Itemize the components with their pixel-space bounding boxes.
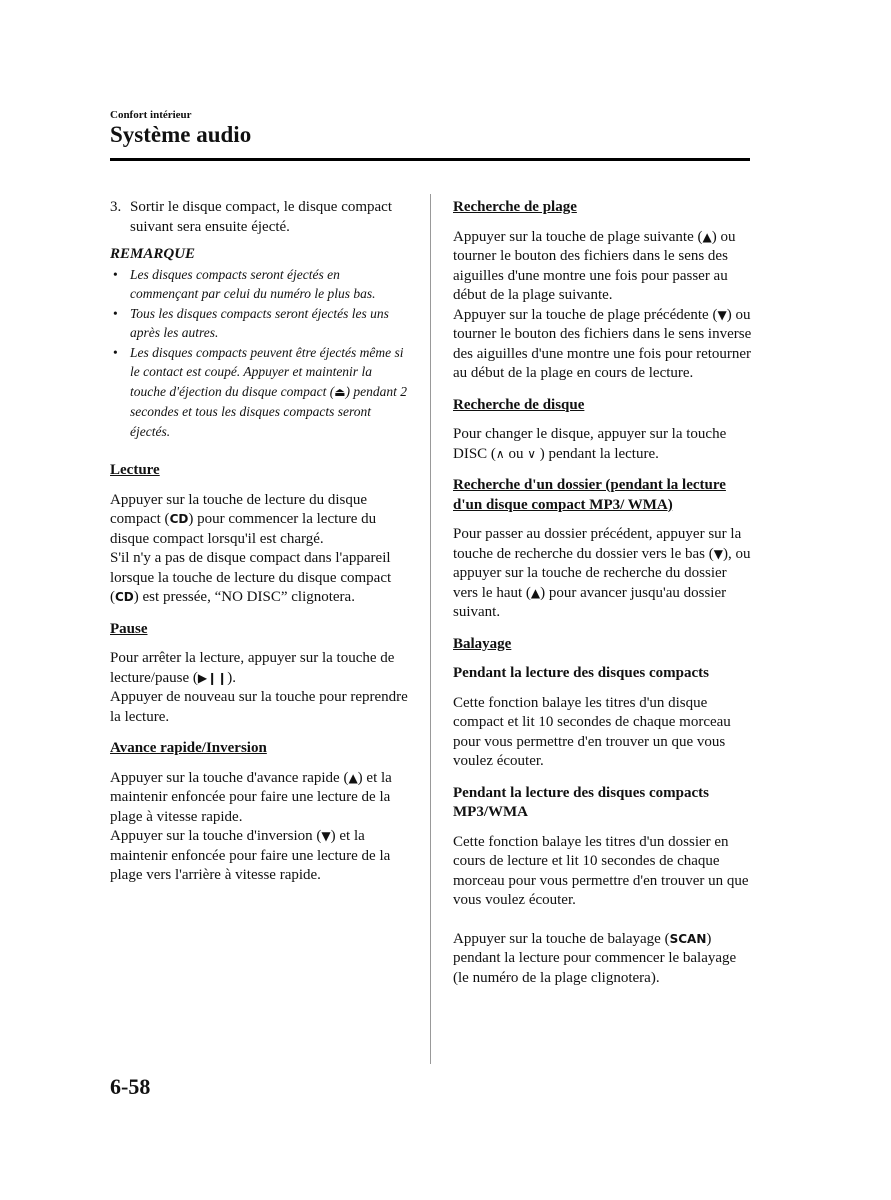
- pause-paragraph: [110, 649, 410, 688]
- heading-recherche-dossier: Recherche d'un dossier (pendant la lecture d'un disque compact MP3/ WMA): [453, 477, 726, 513]
- text: Pour changer le disque, appuyer sur la touche DISC (: [453, 426, 727, 462]
- up-triangle-icon: ▲: [348, 770, 358, 785]
- remark-note: • Tous les disques compacts seront éjectés les uns après les autres.: [110, 304, 410, 343]
- text: ) et la maintenir enfoncée pour faire une lecture de la plage à vitesse rapide.: [110, 769, 392, 825]
- column-divider: [430, 194, 431, 1064]
- text: ) pour avancer jusqu'au dossier suivant.: [453, 584, 727, 620]
- subheading-mp3: Pendant la lecture des disques compacts MP3/WMA: [453, 784, 709, 820]
- right-column: [453, 198, 753, 988]
- remark-note: [110, 343, 410, 442]
- text: ) pendant la lecture.: [539, 445, 659, 462]
- step-3: [110, 198, 410, 237]
- heading-pause: Pause: [110, 620, 148, 637]
- scan-button-label: SCAN: [669, 931, 707, 946]
- text: Appuyer sur la touche de plage précédente (: [453, 306, 718, 323]
- heading-recherche-disque: Recherche de disque: [453, 396, 585, 413]
- text: ) pendant la lecture pour commencer le balayage (le numéro de la plage clignotera).: [453, 930, 737, 986]
- text: ) ou tourner le bouton des fichiers dans le sens inverse des aiguilles d'une montre une fois pour retourner au début de la plage en cours de lecture.: [453, 306, 752, 381]
- text: Appuyer sur la touche de plage suivante (: [453, 228, 703, 245]
- text: ) est pressée, “NO DISC” clignotera.: [133, 589, 355, 605]
- balayage-mp3-paragraph: Cette fonction balaye les titres d'un dossier en cours de lecture et lit 10 secondes de chaque morceau pour vous permettre d'en trouver un que vous voulez écouter.: [453, 833, 749, 908]
- cd-button-label: CD: [115, 590, 134, 604]
- heading-balayage: Balayage: [453, 635, 512, 652]
- left-column: [110, 198, 410, 886]
- page-number: 6-58: [110, 1074, 151, 1099]
- down-triangle-icon: ▼: [717, 307, 727, 322]
- text: ) ou tourner le bouton des fichiers dans le sens des aiguilles d'une montre une fois pour passer au début de la plage suivante.: [453, 228, 736, 303]
- remark-title: REMARQUE: [110, 246, 196, 262]
- step-number: 3.: [110, 199, 122, 215]
- plage-paragraph: [453, 228, 753, 306]
- text: Pour passer au dossier précédent, appuyer sur la touche de recherche du dossier vers le bas (: [453, 526, 742, 562]
- dossier-paragraph: [453, 525, 753, 623]
- lecture-paragraph: [110, 491, 410, 550]
- lecture-paragraph: [110, 549, 410, 608]
- up-triangle-icon: ▲: [530, 585, 541, 600]
- step-text: Sortir le disque compact, le disque compact suivant sera ensuite éjecté.: [130, 199, 393, 235]
- text: Appuyer sur la touche de balayage (: [453, 930, 670, 947]
- pause-paragraph: Appuyer de nouveau sur la touche pour reprendre la lecture.: [110, 689, 408, 725]
- caret-up-icon: ∧: [495, 446, 505, 461]
- text: ), ou appuyer sur la touche de recherche du dossier vers le haut (: [453, 545, 751, 601]
- text: ) et la maintenir enfoncée pour faire une lecture de la plage vers l'arrière à vitesse rapide.: [110, 828, 391, 883]
- text: ou: [508, 445, 524, 462]
- cd-button-label: CD: [169, 512, 189, 526]
- heading-lecture: Lecture: [110, 462, 160, 478]
- heading-recherche-plage: Recherche de plage: [453, 199, 577, 215]
- section-label: Confort intérieur: [110, 109, 192, 121]
- text: S'il n'y a pas de disque compact dans l'appareil lorsque la touche de lecture du disque compact (: [110, 550, 392, 605]
- play-pause-icon: ▶❙❙: [197, 670, 228, 685]
- text: Pour arrêter la lecture, appuyer sur la touche de lecture/pause (: [110, 650, 395, 686]
- remark-list: [110, 265, 410, 442]
- text: ).: [227, 669, 236, 686]
- text: Appuyer sur la touche de lecture du disque compact (: [110, 491, 367, 527]
- plage-paragraph: [453, 306, 753, 384]
- avance-paragraph: [110, 827, 410, 886]
- text: Appuyer sur la touche d'inversion (: [110, 828, 322, 844]
- down-triangle-icon: ▼: [321, 829, 331, 843]
- avance-paragraph: [110, 769, 410, 828]
- note-text: Les disques compacts peuvent être éjectés même si le contact est coupé. Appuyer et maintenir la touche d'éjection du disque compact (: [130, 344, 404, 399]
- title-rule: [110, 158, 750, 161]
- remark-note: • Les disques compacts seront éjectés en commençant par celui du numéro le plus bas.: [110, 265, 410, 304]
- scan-paragraph: [453, 930, 753, 989]
- down-triangle-icon: ▼: [713, 546, 723, 561]
- disque-paragraph: [453, 425, 753, 464]
- note-text: ) pendant 2 secondes et tous les disques compacts seront éjectés.: [130, 383, 408, 439]
- heading-avance: Avance rapide/Inversion: [110, 740, 267, 756]
- caret-down-icon: ∨: [527, 446, 537, 461]
- text: ) pour commencer la lecture du disque compact lorsqu'il est chargé.: [110, 511, 377, 547]
- page-title: Système audio: [110, 122, 252, 147]
- balayage-cd-paragraph: Cette fonction balaye les titres d'un disque compact et lit 10 secondes de chaque morceau pour vous permettre d'en trouver un que vous voulez écouter.: [453, 694, 731, 769]
- text: Appuyer sur la touche d'avance rapide (: [110, 769, 349, 786]
- subheading-cd: Pendant la lecture des disques compacts: [453, 665, 709, 681]
- eject-icon: ⏏: [334, 384, 346, 399]
- up-triangle-icon: ▲: [702, 229, 712, 244]
